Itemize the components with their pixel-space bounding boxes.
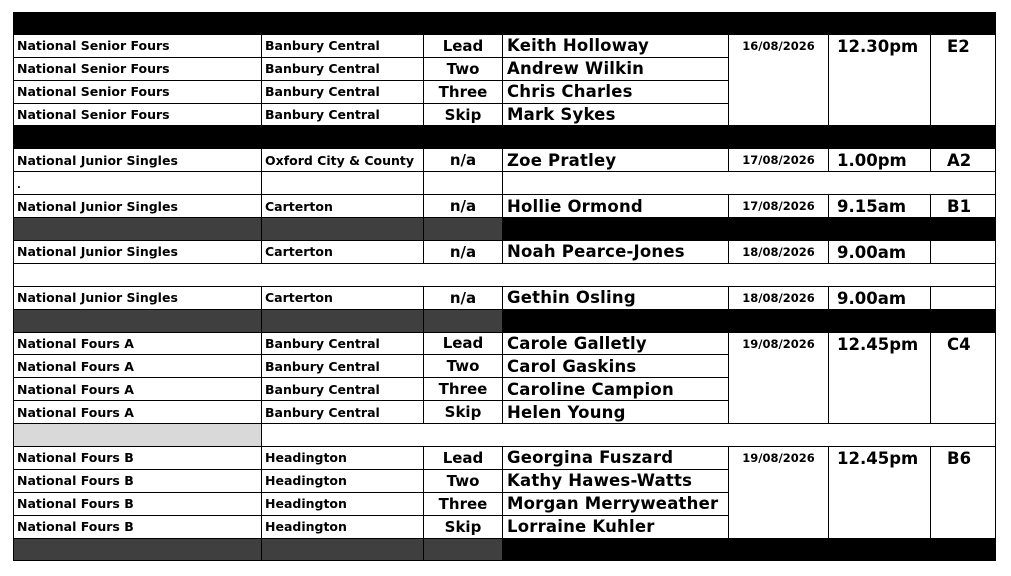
dark-fill <box>424 218 503 241</box>
date-cell: 17/08/2026 <box>729 149 829 172</box>
competition-cell: National Fours A <box>13 378 262 401</box>
dark-fill <box>424 539 503 562</box>
club-cell: Carterton <box>262 241 424 264</box>
header-row <box>13 12 996 35</box>
separator-row <box>13 310 996 333</box>
competition-cell: National Junior Singles <box>13 149 262 172</box>
blank-row <box>13 424 996 447</box>
rink-cell: C4 <box>931 333 996 425</box>
date-cell: 17/08/2026 <box>729 195 829 218</box>
player-cell: Gethin Osling <box>503 287 729 310</box>
position-cell: Skip <box>424 104 503 127</box>
table-row <box>13 241 996 264</box>
competition-cell: National Fours B <box>13 516 262 539</box>
club-cell: Banbury Central <box>262 355 424 378</box>
time-cell: 1.00pm <box>829 149 931 172</box>
date-cell: 18/08/2026 <box>729 241 829 264</box>
club-cell: Headington <box>262 493 424 516</box>
dark-fill <box>262 218 424 241</box>
position-cell: Skip <box>424 401 503 424</box>
dark-fill <box>13 218 262 241</box>
rink-cell <box>931 287 996 310</box>
date-cell: 16/08/2026 <box>729 35 829 127</box>
competition-cell: National Junior Singles <box>13 195 262 218</box>
dark-fill <box>424 310 503 333</box>
club-cell: Banbury Central <box>262 401 424 424</box>
player-cell: Mark Sykes <box>503 104 729 127</box>
table-row <box>13 287 996 310</box>
separator-row <box>13 126 996 149</box>
empty-cell <box>262 172 424 195</box>
position-cell: Three <box>424 493 503 516</box>
player-cell: Morgan Merryweather <box>503 493 729 516</box>
black-fill <box>503 310 996 333</box>
club-cell: Banbury Central <box>262 333 424 356</box>
position-cell: Three <box>424 81 503 104</box>
competition-cell: National Senior Fours <box>13 104 262 127</box>
club-cell: Headington <box>262 447 424 470</box>
player-cell: Helen Young <box>503 401 729 424</box>
position-cell: Two <box>424 58 503 81</box>
separator-bar <box>13 126 996 149</box>
club-cell: Banbury Central <box>262 378 424 401</box>
club-cell: Headington <box>262 470 424 493</box>
table-row <box>13 149 996 172</box>
dark-fill <box>262 539 424 562</box>
time-cell: 12.45pm <box>829 333 931 425</box>
position-cell: Two <box>424 355 503 378</box>
date-cell: 19/08/2026 <box>729 333 829 425</box>
club-cell: Carterton <box>262 287 424 310</box>
player-cell: Lorraine Kuhler <box>503 516 729 539</box>
dark-fill <box>262 310 424 333</box>
player-cell: Caroline Campion <box>503 378 729 401</box>
player-cell: Kathy Hawes-Watts <box>503 470 729 493</box>
position-cell: Three <box>424 378 503 401</box>
table-row <box>13 195 996 218</box>
competition-cell: National Fours B <box>13 493 262 516</box>
player-cell: Zoe Pratley <box>503 149 729 172</box>
blank-row <box>13 172 996 195</box>
competition-cell: National Fours B <box>13 447 262 470</box>
competition-cell: National Junior Singles <box>13 241 262 264</box>
competition-cell: National Fours A <box>13 333 262 356</box>
player-cell: Andrew Wilkin <box>503 58 729 81</box>
rink-cell: E2 <box>931 35 996 127</box>
blank-row <box>13 264 996 287</box>
time-cell: 9.00am <box>829 241 931 264</box>
dark-fill <box>13 310 262 333</box>
time-cell: 9.15am <box>829 195 931 218</box>
time-cell: 9.00am <box>829 287 931 310</box>
club-cell: Headington <box>262 516 424 539</box>
rink-cell: A2 <box>931 149 996 172</box>
empty-cell <box>262 424 996 447</box>
competition-cell: National Fours A <box>13 401 262 424</box>
player-cell: Chris Charles <box>503 81 729 104</box>
date-cell: 18/08/2026 <box>729 287 829 310</box>
club-cell: Carterton <box>262 195 424 218</box>
position-cell: n/a <box>424 241 503 264</box>
time-cell: 12.30pm <box>829 35 931 127</box>
player-cell: Carole Galletly <box>503 333 729 356</box>
separator-row <box>13 218 996 241</box>
rink-cell: B1 <box>931 195 996 218</box>
black-fill <box>503 218 996 241</box>
group-senior-fours <box>13 35 996 127</box>
empty-cell <box>503 172 996 195</box>
player-cell: Georgina Fuszard <box>503 447 729 470</box>
group-fours-b <box>13 447 996 539</box>
player-cell: Hollie Ormond <box>503 195 729 218</box>
competition-cell: National Senior Fours <box>13 35 262 58</box>
light-fill <box>13 424 262 447</box>
footer-row <box>13 539 996 562</box>
position-cell: Two <box>424 470 503 493</box>
empty-cell <box>424 172 503 195</box>
fixtures-table <box>13 12 996 561</box>
date-cell: 19/08/2026 <box>729 447 829 539</box>
club-cell: Banbury Central <box>262 35 424 58</box>
competition-cell: National Fours A <box>13 355 262 378</box>
competition-cell: National Fours B <box>13 470 262 493</box>
position-cell: n/a <box>424 149 503 172</box>
club-cell: Oxford City & County <box>262 149 424 172</box>
position-cell: n/a <box>424 287 503 310</box>
player-cell: Noah Pearce-Jones <box>503 241 729 264</box>
blank-marker: . <box>13 172 262 195</box>
club-cell: Banbury Central <box>262 104 424 127</box>
dark-fill <box>13 539 262 562</box>
header-bar <box>13 12 996 35</box>
competition-cell: National Junior Singles <box>13 287 262 310</box>
empty-cell <box>13 264 996 287</box>
position-cell: Lead <box>424 447 503 470</box>
rink-cell: B6 <box>931 447 996 539</box>
group-fours-a <box>13 333 996 425</box>
player-cell: Carol Gaskins <box>503 355 729 378</box>
club-cell: Banbury Central <box>262 58 424 81</box>
position-cell: n/a <box>424 195 503 218</box>
position-cell: Skip <box>424 516 503 539</box>
player-cell: Keith Holloway <box>503 35 729 58</box>
competition-cell: National Senior Fours <box>13 81 262 104</box>
club-cell: Banbury Central <box>262 81 424 104</box>
position-cell: Lead <box>424 333 503 356</box>
black-fill <box>503 539 996 562</box>
competition-cell: National Senior Fours <box>13 58 262 81</box>
rink-cell <box>931 241 996 264</box>
time-cell: 12.45pm <box>829 447 931 539</box>
position-cell: Lead <box>424 35 503 58</box>
